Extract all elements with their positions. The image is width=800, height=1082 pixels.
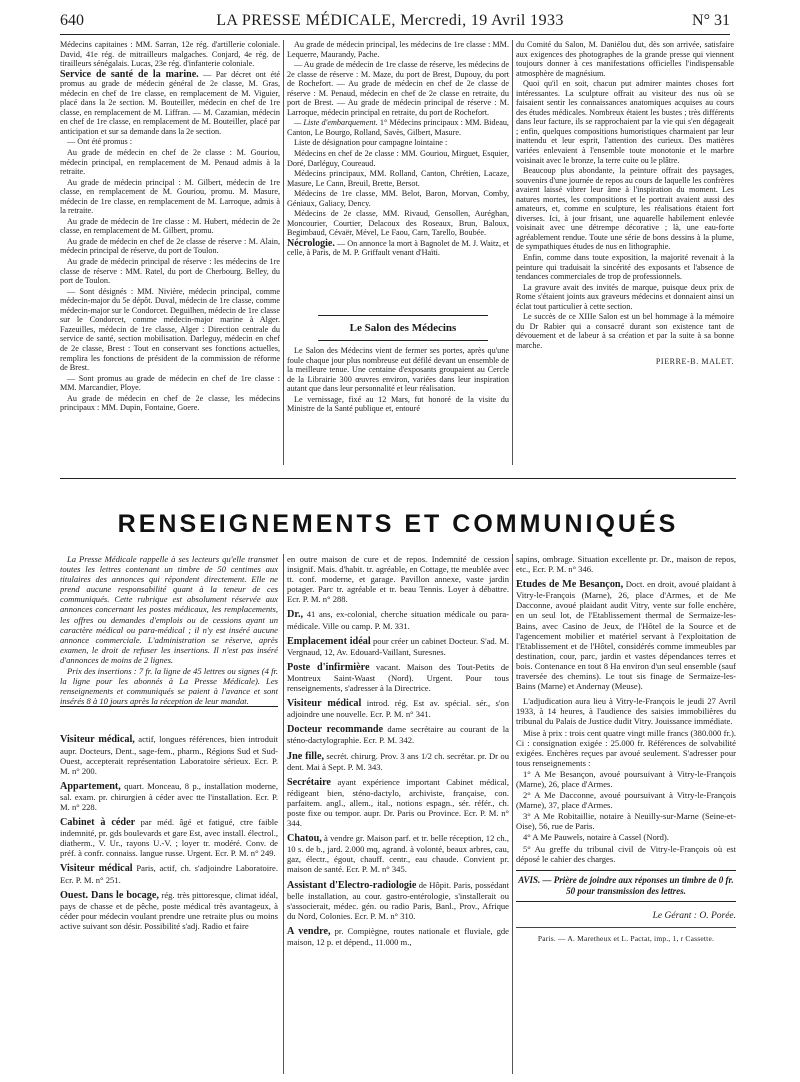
paragraph: Prix des insertions : 7 fr. la ligne de 45 lettres ou signes (4 fr. la ligne pour les abonnés à La Presse Médicale). Les renseignements et communiqués se paient à l'avance et sont insérés 8 à 10 jours après la réception de leur mandat. — [60, 666, 278, 707]
paragraph — [60, 70, 280, 137]
paragraph: Le Salon des Médecins vient de fermer ses portes, après qu'une foule chaque jour plus nombreuse eut défilé devant un ensemble de la meilleure tenue. Une centaine d'exposants groupaient au Cercle de la Librairie 300 œuvres environ, variées dans leur inspiration autant que dans leur personnalité et leur réalisation. — [287, 346, 509, 394]
ad-text: ayant expérience important Cabinet médical, rédigeant bien, sténo-dactylo, archiviste, française, con. parfaitem. angl., allem., ital., notions espagn., sér. référ., ch. poste fixe ou tempor. aupr. Dr. Paris ou Province. Ecr. P. M. n° 344. — [287, 776, 509, 829]
classified-ad — [60, 817, 278, 858]
classifieds-intro — [60, 554, 278, 707]
ad-title: Docteur recommande — [287, 724, 384, 736]
ad-text: actif, longues références, bien introduit aupr. Docteurs, Dent., sage-fem., pharm., Régions Sud et Sud-Ouest, accepterait représentation Laboratoire sérieux. Ecr. P. M. n° 200. — [60, 734, 278, 776]
ad-title: Poste d'infirmière — [287, 661, 370, 673]
ad-text: 41 ans, ex-colonial, cherche situation médicale ou para-médicale. Ville ou camp. P. M. 331. — [287, 609, 509, 631]
classified-ad — [287, 698, 509, 719]
classified-ad — [287, 609, 509, 630]
ad-text: dame secrétaire au courant de la sténo-dactylographie. Ecr. P. M. 342. — [287, 724, 509, 746]
ad-text: secrét. chirurg. Prov. 3 ans 1/2 ch. secrétar. pr. Dr ou dent. Mai à Sept. P. M. 343. — [287, 750, 509, 772]
paragraph-text: — On annonce la mort à Bagnolet de M. J. Waitz, et celle, à Paris, de M. P. Griffault venant d'Haïti. — [287, 238, 509, 258]
classified-ad — [287, 662, 509, 693]
paragraph: Beaucoup plus abondante, la peinture offrait des paysages, souvenirs d'une journée de repos au cours de laquelle les confrères avaient laissé vibrer leur âme à l'inspiration du moment. Les natures mortes, les compositions et le portrait avaient aussi des amateurs, et, comme en sculpture, les réalisations étaient fort diverses. Ici, à jour frisant, une aquarelle habilement enlevée voisinait avec une détrempe décorative ; là, une eau-forte agréablement rendue. Toute une série de bons dessins à la plume, de sympathiques études de nus en lithographie. — [516, 166, 734, 252]
classified-ad — [287, 724, 509, 745]
ad-title: Chatou, — [287, 833, 322, 845]
ad-text: à vendre gr. Maison parf. et tr. belle réception, 12 ch., 10 s. de b., jard. 2.000 mq, agrand. à volonté, beaux arbres, cau, gaz, électr., égout, chauff. centr., eau chaude. Convient pr. maison de santé. Ecr. P. M. n° 345. — [287, 833, 509, 875]
ad-title: Dr., — [287, 609, 304, 621]
section-heading-necrologie: Nécrologie. — [287, 237, 335, 249]
paragraph: Mise à prix : trois cent quatre vingt mille francs (380.000 fr.). Ci : consignation exigée : 25.000 fr. Références de solvabilité exigées. Enchères reçues par avoué seulement. S'adresser pour tous renseignements : — [516, 727, 736, 768]
paragraph: Au grade de médecin principal, les médecins de 1re classe : MM. Lequerre, Maurandy, Pache. — [287, 40, 509, 59]
paragraph: Médecins en chef de 2e classe : MM. Gouriou, Mirguet, Esquier, Doré, Darléguy, Coureaud. — [287, 149, 509, 168]
classified-ad — [516, 579, 736, 691]
paragraph: du Comité du Salon, M. Daniélou dut, dès son arrivée, satisfaire aux exigences des photographes de la grande presse qui viennent toujours donner à ces manifestations officielles l'indispensable atmosphère de magnésium. — [516, 40, 734, 78]
classified-ad — [287, 636, 509, 657]
page-number: 640 — [60, 12, 84, 29]
ad-title: Cabinet à céder — [60, 817, 136, 829]
classified-ad — [287, 751, 509, 772]
paragraph: — Sont désignés : MM. Nivière, médecin principal, comme médecin-major du 5e dépôt. Duval, médecin de 1re classe, comme médecin-major sur le Condorcet. Deguilhen, médecin de 1re classe sur le Condorcet, comme médecin-major marine à Alger. Fazeuilles, médecin de 1re classe, Alger : Direction centrale du service de santé, section mobilisation. Darleguy, médecin en chef de 2e classe, Brest : Tout en conservant ses fonctions actuelles, remplira les fonctions de président de la commission de réforme de Brest. — [60, 286, 280, 373]
paragraph: — Ont été promus : — [67, 137, 133, 147]
paragraph: Médecins de 2e classe, MM. Rivaud, Gensollen, Auréghan, Moncourier, Courtier, Delacoux des Roseaux, Brun, Baloux, Begimbaud, Cévaër, Mével, Le Faou, Carn, Tarello, Boubée. — [287, 209, 509, 238]
paragraph: Au grade de médecin en chef de 2e classe de réserve : M. Alain, médecin principal de réserve, du port de Toulon. — [60, 236, 280, 256]
ad-text: vacant. Maison des Tout-Petits de Montreux Saint-Waast (Nord). Urgent. Pour tous renseignements, s'adresser à la Directrice. — [287, 661, 509, 694]
column-divider — [283, 554, 284, 1074]
classified-ad — [287, 880, 509, 921]
classifieds-column-2 — [287, 554, 509, 1054]
classified-ad — [60, 863, 278, 884]
section-heading-marine: Service de santé de la marine. — [60, 68, 199, 80]
paragraph: Au grade de médecin principal : M. Gilbert, médecin de 1re classe, en remplacement de M. Gouriou, promu. M. Masure, médecin de 1re classe, en remplacement de M. Larroque, admis à la retraite. — [60, 177, 280, 216]
classified-ad — [60, 734, 278, 775]
classified-ad — [287, 777, 509, 828]
classified-ad — [287, 926, 509, 947]
paragraph: Liste de désignation pour campagne lointaine : — [294, 138, 448, 148]
notice-box: AVIS. — Prière de joindre aux réponses un timbre de 0 fr. 50 pour transmission des lettres. — [516, 870, 736, 902]
column-salon-continued — [516, 40, 734, 463]
salon-article-body — [287, 346, 509, 461]
ad-text: Doct. en droit, avoué plaidant à Vitry-le-François (Marne), 26, place d'Armes, et de Me Dacconne, avoué plaidant audit Vitry, vente sur folle enchère, en un seul lot, de l'Etablissement thermal de Sermaize-les-Bains, avec Casino de Jeux, de l'Hôtel de la Source et de l'agencement mobilier et matériel servant à l'exploitation de l'Etablissement et de l'Hôtel, considérés comme immeubles par destination, cour, parc, jardin et vastes dépendances terres et bois. Contenance en tout 8 Ha environ d'un seul ensemble (sauf traversée des chemins). Le tout sis finage de Sermaize-les-Bains (Marne) et Andernay (Meuse). — [516, 579, 736, 692]
paragraph: Au grade de médecin principal de réserve : les médecins de 1re classe de réserve : MM. Ratel, du port de Cherbourg. Belley, du port de Toulon. — [60, 257, 280, 286]
paragraph: 3° A Me Robitaillie, notaire à Neuilly-sur-Marne (Seine-et-Oise), 56, rue de Paris. — [516, 811, 736, 832]
ad-title: Appartement, — [60, 780, 121, 792]
section-rule — [60, 478, 736, 479]
paragraph: Le succès de ce XIIIe Salon est un bel hommage à la mémoire du Dr Rabier qui a consacré durant son existence tant de dévouement et de labeur à sa création et par la suite à sa bonne marche. — [516, 312, 734, 350]
spacer — [60, 708, 278, 734]
ad-title: A vendre, — [287, 925, 331, 937]
paragraph: 4° A Me Pauwels, notaire à Cassel (Nord). — [523, 832, 669, 843]
ad-title: Assistant d'Electro-radiologie — [287, 879, 417, 891]
classifieds-column-3 — [516, 554, 736, 1054]
printer-imprint: Paris. — A. Maretheux et L. Pactat, imp., 1, r Cassette. — [537, 934, 715, 944]
paragraph-text: — Par décret ont été promus au grade de médecin général de 2e classe, M. Gras, médecin en chef de 1re classe, en remplacement de M. Viguier, placé dans la 2e section. M. Bouteiller, médecin en chef de 1re classe, en remplacement de M. Liffran. — M. Cazamian, médecin en chef de 1re classe, en remplacement de M. Bouteiller, placé par anticipation et sur sa demande dans la 2e section. — [60, 69, 280, 136]
ad-text: pour créer un cabinet Docteur. S'ad. M. Vergnaud, 12, Av. Edouard-Vaillant, Suresnes. — [287, 635, 509, 657]
ad-title: Secrétaire — [287, 776, 331, 788]
ad-title: Visiteur médical, — [60, 734, 135, 746]
ad-text: quart. Monceau, 8 p., installation moderne, sal. exam. pr. chirurgien à céder avec tte l'installation. Ecr. P. M. n° 228. — [60, 780, 278, 812]
paragraph: Au grade de médecin de 1re classe : M. Hubert, médecin de 2e classe, en remplacement de M. Gilbert, promu. — [60, 216, 280, 236]
ad-title: Emplacement idéal — [287, 635, 371, 647]
page-header — [60, 12, 730, 35]
paragraph: Médecins de 1re classe, MM. Belot, Baron, Morvan, Comby, Géniaux, Galiacy, Dency. — [287, 189, 509, 208]
masthead-title: LA PRESSE MÉDICALE, Mercredi, 19 Avril 1933 — [216, 12, 564, 29]
paragraph: La Presse Médicale rappelle à ses lecteurs qu'elle transmet toutes les lettres contenant un timbre de 50 centimes aux titulaires des annonces qui répondent directement. Elle ne prend aucune responsabilité quant à la teneur de ces communiqués. Cette rubrique est absolument réservée aux annonces concernant les postes médicaux, les remplacements, les offres ou demandes d'emplois ou de cessions ayant un caractère médical ou para-médical ; il n'y est inséré aucune annonce commerciale. L'administration se réserve, après examen, le droit de refuser les insertions. Il n'est pas inséré d'annonces de moins de 2 lignes. — [60, 554, 278, 665]
paragraph: Au grade de médecin en chef de 2e classe, les médecins principaux : MM. Dupin, Fontaine, Goere. — [60, 393, 280, 413]
paragraph: Médecins capitaines : MM. Sarran, 12e rég. d'artillerie coloniale. David, 41e rég. de mitrailleurs malgaches. Conjard, 4e rég. de tirailleurs sénégalais. Lucas, 23e rég. d'infanterie coloniale. — [60, 40, 280, 69]
paragraph-text: 1° Médecins principaux : MM. Bideau, Canton, Le Bourgo, Rolland, Savès, Gilbert, Masure. — [287, 118, 509, 137]
ad-text: de Hôpit. Paris, possédant belle installation, au cour. gastro-entérologie, s'installerait ou s'associerait, médec. gén. ou radio Paris, Banl., Prov., Afrique du Nord, Colonies. Ecr. P. M. n° 310. — [287, 879, 509, 921]
embarkation-list-label: — Liste d'embarquement. — [294, 118, 378, 128]
paragraph: — Sont promus au grade de médecin en chef de 1re classe : MM. Marcandier, Ploye. — [60, 373, 280, 393]
ad-title: Etudes de Me Besançon, — [516, 579, 624, 591]
section-banner-title: RENSEIGNEMENTS ET COMMUNIQUÉS — [117, 510, 679, 538]
paragraph: 2° A Me Dacconne, avoué poursuivant à Vitry-le-François (Marne), 37, place d'Armes. — [516, 790, 736, 811]
paragraph — [287, 239, 509, 258]
ad-text: pr. Compiègne, routes nationale et fluviale, gde maison, 12 p. et dépend., 11.000 m., — [287, 925, 509, 947]
article-signature: PIERRE-B. MALET. — [655, 356, 734, 366]
ad-title: Visiteur médical — [60, 863, 133, 875]
classified-ad — [60, 890, 278, 931]
manager-signature: Le Gérant : O. Porée. — [516, 912, 736, 929]
classified-ad: en outre maison de cure et de repos. Indemnité de cession insignif. Mais. d'habit. tr. agréable, en Cottage, tte meublée avec tt. conf. moderne, et garage. Pavillon annexe, vaste jardin potager. Parc tr. agréable et tr. beau Tennis. Loyer à débattre. Ecr. P. M. n° 288. — [287, 554, 509, 605]
column-appointments-continued — [287, 40, 509, 302]
paragraph: Quoi qu'il en soit, chacun put admirer maintes choses fort intéressantes. La sculpture offrait au visiteur des nus où se faisaient sentir les connaissances anatomiques acquises au cours des études médicales. Nombreux étaient les bustes ; très différents dans leur facture, ils se rapprochaient par la vie qui s'en dégageait ; enfin, quelques compositions humoristiques charmaient par leur inattendu et leur esprit, l'attention des curieux. Des matières variées enlevaient à l'ensemble toute monotonie et le marbre voisinait avec le bronze, la terre cuite ou le plâtre. — [516, 79, 734, 165]
paragraph: Médecins principaux, MM. Rolland, Canton, Chrétien, Lacaze, Masure, Le Cann, Breuil, Brette, Bersot. — [287, 169, 509, 188]
ad-title: Visiteur médical — [287, 698, 362, 710]
paragraph: Enfin, comme dans toute exposition, la majorité revenait à la peinture qui traduisait la sincérité des exposants et l'absence de tendances commerciales de trop de professionnels. — [516, 253, 734, 282]
classified-ad — [60, 781, 278, 812]
column-divider — [512, 40, 513, 465]
ad-text: par méd. âgé et fatigué, ctre faible indemnité, pr. gds boulevards et gare Est, avec install. électrol., diatherm., V. Ur., rayons U.-V. ; loyer tr. modéré. Conv. de préf. à confr. connaiss. langue russe. Urgent. Ecr. P. M. n° 249. — [60, 817, 278, 859]
ad-text: rég. très pittoresque, climat idéal, pays de chasse et de pêche, poste médical très avantageux, à céder pour médecin voulant prendre une retraite plus ou moins active suivant son désir. Possibilité s'adj. Radio et faire — [60, 889, 278, 931]
ad-text: Paris, actif, ch. s'adjoindre Laboratoire. Ecr. P. M. n° 251. — [60, 863, 278, 885]
salon-article-title: Le Salon des Médecins — [318, 315, 488, 341]
paragraph: L'adjudication aura lieu à Vitry-le-François le jeudi 27 Avril 1933, à 14 heures, à l'audience des saisies immobilières du tribunal du Palais de Justice dudit Vitry. Jouissance immédiate. — [516, 696, 736, 727]
classifieds-column-1 — [60, 554, 278, 1054]
paragraph: 5° Au greffe du tribunal civil de Vitry-le-François où est déposé le cahier des charges. — [516, 843, 736, 864]
paragraph: Au grade de médecin en chef de 2e classe : M. Gouriou, médecin principal, en remplacement de M. Penaud admis à la retraite. — [60, 148, 280, 177]
column-divider — [283, 40, 284, 465]
paragraph: Le vernissage, fixé au 12 Mars, fut honoré de la visite du Ministre de la Santé publique et, entouré — [287, 394, 509, 414]
paragraph: 1° A Me Besançon, avoué poursuivant à Vitry-le-François (Marne), 26, place d'Armes. — [516, 768, 736, 789]
ad-title: Jne fille, — [287, 750, 325, 762]
column-military-appointments — [60, 40, 280, 460]
classified-ad: sapins, ombrage. Situation excellente pr. Dr., maison de repos, etc., Ecr. P. M. n° 346. — [516, 554, 736, 575]
column-divider — [512, 554, 513, 1074]
ad-title: Ouest. Dans le bocage, — [60, 889, 159, 901]
paragraph — [287, 118, 509, 137]
ad-text: introd. rég. Est av. spécial. sér., s'on adjoindre une nouvelle. Ecr. P. M. n° 341. — [287, 698, 509, 720]
paragraph: — Au grade de médecin de 1re classe de réserve, les médecins de 2e classe de réserve : M. Maze, du port de Brest, Dupouy, du port de Rochefort. — Au grade de médecin en chef de 2e classe de réserve : M. Penaud, médecin en chef de 2e classe en retraite, du port de Brest. — Au grade de médecin principal de réserve : M. Larroque, médecin principal en retraite, du port de Rochefort. — [287, 60, 509, 117]
issue-number: N° 31 — [692, 12, 730, 29]
paragraph: La gravure avait des invités de marque, puisque deux prix de Rome s'étaient joints aux graveurs médecins et donnaient ainsi un éclat tout particulier à cette section. — [516, 282, 734, 311]
classified-ad — [287, 833, 509, 874]
